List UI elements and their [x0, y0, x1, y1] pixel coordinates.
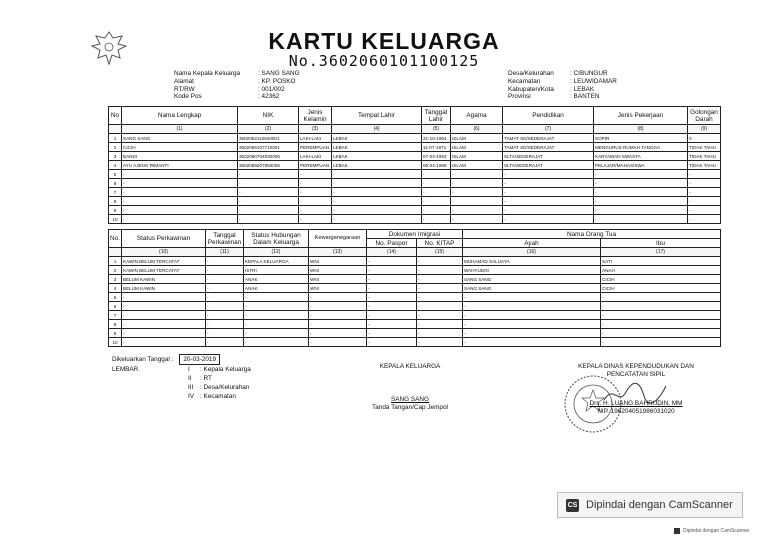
table-cell: -	[367, 266, 417, 275]
table-cell: -	[367, 329, 417, 338]
table-cell: -	[422, 188, 451, 197]
camscanner-small-logo-icon	[674, 528, 680, 534]
table-cell: -	[422, 170, 451, 179]
col-header: Tempat Lahir	[332, 107, 422, 125]
table-cell: -	[309, 302, 367, 311]
table-cell: SANG SANG	[463, 275, 601, 284]
col-header: Status Perkawinan	[122, 230, 206, 248]
table-cell: -	[206, 320, 244, 329]
table-cell: AYU AJENG RIMANTI	[122, 161, 238, 170]
table-cell: 8	[109, 320, 122, 329]
table-row	[109, 188, 721, 197]
table-cell: -	[244, 311, 309, 320]
table-cell: -	[244, 302, 309, 311]
table-cell: -	[601, 338, 721, 347]
table-row	[109, 302, 721, 311]
table-cell: 10	[109, 338, 122, 347]
table-cell: TAMAT SD/SEDERAJAT	[503, 143, 594, 152]
table-row	[109, 275, 721, 284]
table-cell: PEREMPUAN	[299, 161, 332, 170]
table-cell: -	[417, 302, 463, 311]
table-cell: -	[594, 170, 688, 179]
col-header: Status Hubungan Dalam Keluarga	[244, 230, 309, 248]
info-row: Desa/Kelurahan : CIBUNGUR	[508, 70, 608, 77]
table-cell: SANG SANG	[463, 284, 601, 293]
table-cell: MUHAMAD SALUAYA	[463, 257, 601, 266]
table-cell: -	[122, 293, 206, 302]
table-row	[109, 257, 721, 266]
table-cell: -	[417, 284, 463, 293]
table-cell: -	[332, 197, 422, 206]
table-cell: -	[122, 215, 238, 224]
table-cell: -	[309, 338, 367, 347]
info-row: Kode Pos : 42362	[174, 93, 280, 101]
info-row: Nama Kepala Keluarga : SANG SANG	[174, 70, 300, 77]
table-cell: -	[299, 170, 332, 179]
table-row	[109, 329, 721, 338]
table-cell: -	[238, 179, 299, 188]
table-cell: -	[122, 302, 206, 311]
kk-number: No.3602060101100125	[288, 52, 480, 70]
table-cell: KAWIN BELUM TERCATAT	[122, 257, 206, 266]
table-cell: -	[299, 206, 332, 215]
document-title: KARTU KELUARGA	[268, 28, 500, 54]
info-row: Provinsi : BANTEN	[508, 93, 600, 101]
table-cell: WNI	[309, 275, 367, 284]
watermark-text: Dipindai dengan CamScanner	[586, 499, 733, 511]
table-row	[109, 215, 721, 224]
table-cell: 7	[109, 188, 122, 197]
table-cell: -	[122, 170, 238, 179]
table-cell: 5	[109, 170, 122, 179]
table-cell: -	[594, 179, 688, 188]
table-cell: 11-07-1971	[422, 143, 451, 152]
table-cell: LEBAK	[332, 143, 422, 152]
table-cell: -	[122, 197, 238, 206]
info-left	[174, 70, 300, 101]
table-cell: -	[503, 188, 594, 197]
table-cell: BANDI	[122, 152, 238, 161]
table-cell: -	[417, 320, 463, 329]
table-cell: -	[206, 275, 244, 284]
kepala-name: SANG SANG	[391, 396, 429, 403]
table-cell: -	[417, 293, 463, 302]
table-cell: 10	[109, 215, 122, 224]
table-cell: SOPIR	[594, 134, 688, 143]
table-cell: -	[367, 338, 417, 347]
table-cell: BELUM KAWIN	[122, 284, 206, 293]
table-cell: -	[503, 179, 594, 188]
table-cell: 8	[109, 197, 122, 206]
table-row	[109, 320, 721, 329]
lembar-item: II : RT	[188, 375, 212, 382]
table-row	[109, 284, 721, 293]
col-header: Jenis Kelamin	[299, 107, 332, 125]
table-cell: -	[463, 293, 601, 302]
dinas-signature-block	[566, 400, 706, 416]
kepala-sign-label: Tanda Tangan/Cap Jempol	[372, 404, 448, 411]
table-cell: -	[332, 206, 422, 215]
table-row	[109, 311, 721, 320]
table-cell: -	[451, 206, 503, 215]
table-cell: SATI	[601, 257, 721, 266]
table-cell: -	[367, 302, 417, 311]
column-number-row: (10) (11) (12) (13) (14) (15) (16) (17)	[109, 248, 721, 257]
table-cell: -	[299, 197, 332, 206]
table-cell: -	[688, 197, 721, 206]
table-cell: -	[503, 206, 594, 215]
lembar-item: I : Kepala Keluarga	[188, 366, 251, 373]
table-cell: ISLAM	[451, 134, 503, 143]
table-cell: -	[238, 197, 299, 206]
table-cell: -	[417, 257, 463, 266]
col-header: No.	[109, 230, 122, 248]
table-cell: -	[367, 293, 417, 302]
table-cell: -	[463, 338, 601, 347]
table-cell: -	[463, 329, 601, 338]
table-cell: WAHYUDIN	[463, 266, 601, 275]
table-cell: -	[238, 206, 299, 215]
table-cell: -	[601, 329, 721, 338]
table-cell: PELAJAR/MAHASISWA	[594, 161, 688, 170]
table-cell: 4	[109, 161, 122, 170]
table-cell: -	[332, 188, 422, 197]
table-cell: -	[594, 206, 688, 215]
col-header: Nama Lengkap	[122, 107, 238, 125]
table-cell: 3602060704930006	[238, 152, 299, 161]
table-cell: -	[309, 293, 367, 302]
table-cell: 3602065507950005	[238, 161, 299, 170]
kepala-title: KEPALA KELUARGA	[379, 363, 441, 370]
table-cell: -	[244, 338, 309, 347]
issued-label: Dikeluarkan Tanggal :	[112, 356, 174, 363]
table-row	[109, 293, 721, 302]
table-cell: -	[688, 206, 721, 215]
info-right	[508, 70, 617, 101]
table-cell: -	[309, 311, 367, 320]
table-cell: -	[422, 179, 451, 188]
table-cell: LEBAK	[332, 161, 422, 170]
table-cell: -	[417, 329, 463, 338]
table-cell: -	[451, 179, 503, 188]
table-cell: -	[122, 179, 238, 188]
table-cell: -	[601, 311, 721, 320]
table-cell: -	[601, 302, 721, 311]
table-cell: CICIH	[601, 284, 721, 293]
table-cell: -	[417, 275, 463, 284]
table-cell: KEPALA KELUARGA	[244, 257, 309, 266]
table-cell: -	[367, 257, 417, 266]
col-header: NIK	[238, 107, 299, 125]
table-cell: 3602065107710001	[238, 143, 299, 152]
table-cell: -	[688, 170, 721, 179]
table-cell: TIDAK TAHU	[688, 161, 721, 170]
table-cell: -	[503, 215, 594, 224]
table-cell: -	[417, 266, 463, 275]
table-cell: -	[238, 215, 299, 224]
table-cell: 3	[109, 275, 122, 284]
table-row	[109, 338, 721, 347]
table-cell: CICIH	[601, 275, 721, 284]
table-cell: -	[206, 257, 244, 266]
info-row: Alamat : KP. POSKO	[174, 77, 296, 85]
table-cell: ISTRI	[244, 266, 309, 275]
table-cell: -	[594, 188, 688, 197]
col-header: Ibu	[601, 239, 721, 248]
table-cell: 3	[109, 152, 122, 161]
col-header: No. Paspor	[367, 239, 417, 248]
table-cell: ISLAM	[451, 152, 503, 161]
col-header: Kewarganegaraan	[309, 230, 367, 248]
table-cell: SLTA/SEDERAJAT	[503, 161, 594, 170]
table-cell: BELUM KAWIN	[122, 275, 206, 284]
table-cell: LEBAK	[332, 152, 422, 161]
table-row	[109, 143, 721, 152]
table-cell: -	[367, 275, 417, 284]
table-cell: -	[463, 320, 601, 329]
table-row	[109, 179, 721, 188]
table-cell: -	[122, 320, 206, 329]
table-cell: TIDAK TAHU	[688, 152, 721, 161]
column-number-row: (1) (2) (3) (4) (5) (6) (7) (8) (9)	[109, 125, 721, 134]
table-cell: 21-10-1964	[422, 134, 451, 143]
table-cell: -	[463, 311, 601, 320]
watermark-small-text: Dipindai dengan CamScanner	[683, 528, 750, 534]
dinas-title-block	[566, 363, 706, 379]
table-cell: -	[451, 197, 503, 206]
col-header: Agama	[451, 107, 503, 125]
table-cell: 07-04-1993	[422, 152, 451, 161]
table-cell: -	[206, 293, 244, 302]
table-cell: 9	[109, 329, 122, 338]
table-cell: -	[122, 329, 206, 338]
col-header: Jenis Pekerjaan	[594, 107, 688, 125]
table-cell: MENGURUS RUMAH TANGGA	[594, 143, 688, 152]
table-cell: 2	[109, 266, 122, 275]
table-cell: TIDAK TAHU	[688, 143, 721, 152]
table-cell: 2	[109, 143, 122, 152]
camscanner-watermark	[557, 492, 743, 518]
table-cell: -	[367, 284, 417, 293]
table-cell: 05-04-1998	[422, 161, 451, 170]
table-cell: -	[601, 320, 721, 329]
table-cell: KARYAWAN SWASTA	[594, 152, 688, 161]
table-cell: -	[601, 293, 721, 302]
table-cell: WNI	[309, 266, 367, 275]
table-cell: -	[122, 311, 206, 320]
dinas-name: Drs. H. LUANG BAHRUDIN, MM	[589, 400, 683, 407]
col-header: Ayah	[463, 239, 601, 248]
table-cell: 7	[109, 311, 122, 320]
info-row: RT/RW : 001/002	[174, 85, 285, 93]
table-cell: -	[309, 329, 367, 338]
table-row	[109, 134, 721, 143]
info-row: Kabupaten/Kota : LEBAK	[508, 85, 595, 93]
table-cell: 1	[109, 134, 122, 143]
family-members-table	[108, 106, 721, 224]
col-header: No	[109, 107, 122, 125]
table-cell: KAWIN BELUM TERCATAT	[122, 266, 206, 275]
table-cell: -	[332, 215, 422, 224]
table-cell: -	[122, 206, 238, 215]
table-cell: -	[299, 215, 332, 224]
camscanner-logo-icon: CS	[566, 499, 579, 512]
table-cell: -	[594, 215, 688, 224]
col-header: Tanggal Lahir	[422, 107, 451, 125]
lembar-label: LEMBAR	[112, 366, 139, 373]
table-cell: -	[367, 320, 417, 329]
table-cell: -	[422, 215, 451, 224]
table-cell: 6	[109, 179, 122, 188]
table-cell: -	[299, 179, 332, 188]
col-header: Tanggal Perkawinan	[206, 230, 244, 248]
col-header: Dokumen Imigrasi	[367, 230, 463, 239]
table-cell: -	[244, 320, 309, 329]
table-cell: SANG SANG	[122, 134, 238, 143]
table-cell: -	[332, 170, 422, 179]
table-cell: -	[238, 170, 299, 179]
lembar-item: III : Desa/Kelurahan	[188, 384, 250, 391]
table-cell: LAKI-LAKI	[299, 134, 332, 143]
table-row	[109, 152, 721, 161]
table-cell: -	[417, 338, 463, 347]
table-cell: -	[122, 338, 206, 347]
table-row	[109, 206, 721, 215]
table-cell: -	[422, 206, 451, 215]
issued-date: 20-03-2019	[179, 354, 220, 365]
table-cell: -	[206, 284, 244, 293]
table-cell: -	[206, 311, 244, 320]
kepala-signature-block	[350, 396, 470, 412]
table-cell: -	[503, 197, 594, 206]
table-cell: 1	[109, 257, 122, 266]
kepala-keluarga-block	[360, 362, 460, 371]
col-header: No. KITAP	[417, 239, 463, 248]
table-cell: WNI	[309, 284, 367, 293]
table-cell: -	[688, 215, 721, 224]
table-cell: -	[122, 188, 238, 197]
table-row	[109, 170, 721, 179]
table-cell: -	[206, 329, 244, 338]
table-cell: LEBAK	[332, 134, 422, 143]
table-cell: 3602062110640001	[238, 134, 299, 143]
table-cell: 4	[109, 284, 122, 293]
table-cell: -	[594, 197, 688, 206]
table-cell: -	[417, 311, 463, 320]
table-cell: -	[503, 170, 594, 179]
table-cell: ISLAM	[451, 143, 503, 152]
table-cell: -	[451, 188, 503, 197]
table-cell: TAMAT SD/SEDERAJAT	[503, 134, 594, 143]
dinas-nip: NIP. 196204051986031020	[597, 408, 675, 415]
col-header: Nama Orang Tua	[463, 230, 721, 239]
table-cell: 0	[688, 134, 721, 143]
table-row	[109, 197, 721, 206]
civil-status-table	[108, 229, 721, 347]
col-header: Golongan Darah	[688, 107, 721, 125]
dinas-title-2: PENCATATAN SIPIL	[606, 371, 666, 378]
table-cell: ANAK	[244, 275, 309, 284]
table-cell: -	[244, 329, 309, 338]
table-cell: ISLAM	[451, 161, 503, 170]
table-cell: ANAK	[244, 284, 309, 293]
table-cell: 9	[109, 206, 122, 215]
table-cell: -	[367, 311, 417, 320]
table-cell: PEREMPUAN	[299, 143, 332, 152]
dinas-title-1: KEPALA DINAS KEPENDUDUKAN DAN	[578, 363, 694, 370]
table-cell: -	[238, 188, 299, 197]
table-cell: CICIH	[122, 143, 238, 152]
table-cell: ANAH	[601, 266, 721, 275]
table-cell: -	[688, 179, 721, 188]
col-header: Pendidikan	[503, 107, 594, 125]
table-cell: -	[463, 302, 601, 311]
issue-info	[112, 354, 251, 401]
table-cell: 5	[109, 293, 122, 302]
table-cell: -	[299, 188, 332, 197]
table-cell: LAKI-LAKI	[299, 152, 332, 161]
table-cell: 6	[109, 302, 122, 311]
table-cell: SLTA/SEDERAJAT	[503, 152, 594, 161]
table-cell: -	[206, 266, 244, 275]
table-cell: -	[451, 170, 503, 179]
table-cell: WNI	[309, 257, 367, 266]
table-cell: -	[332, 179, 422, 188]
table-cell: -	[309, 320, 367, 329]
table-row	[109, 266, 721, 275]
table-cell: -	[244, 293, 309, 302]
camscanner-small-watermark	[674, 528, 750, 534]
table-cell: -	[688, 188, 721, 197]
table-cell: -	[206, 302, 244, 311]
table-row	[109, 161, 721, 170]
info-row: Kecamatan : LEUWIDAMAR	[508, 77, 617, 85]
table-cell: -	[451, 215, 503, 224]
table-cell: -	[422, 197, 451, 206]
table-cell: -	[206, 338, 244, 347]
lembar-item: IV : Kecamatan	[188, 393, 236, 400]
